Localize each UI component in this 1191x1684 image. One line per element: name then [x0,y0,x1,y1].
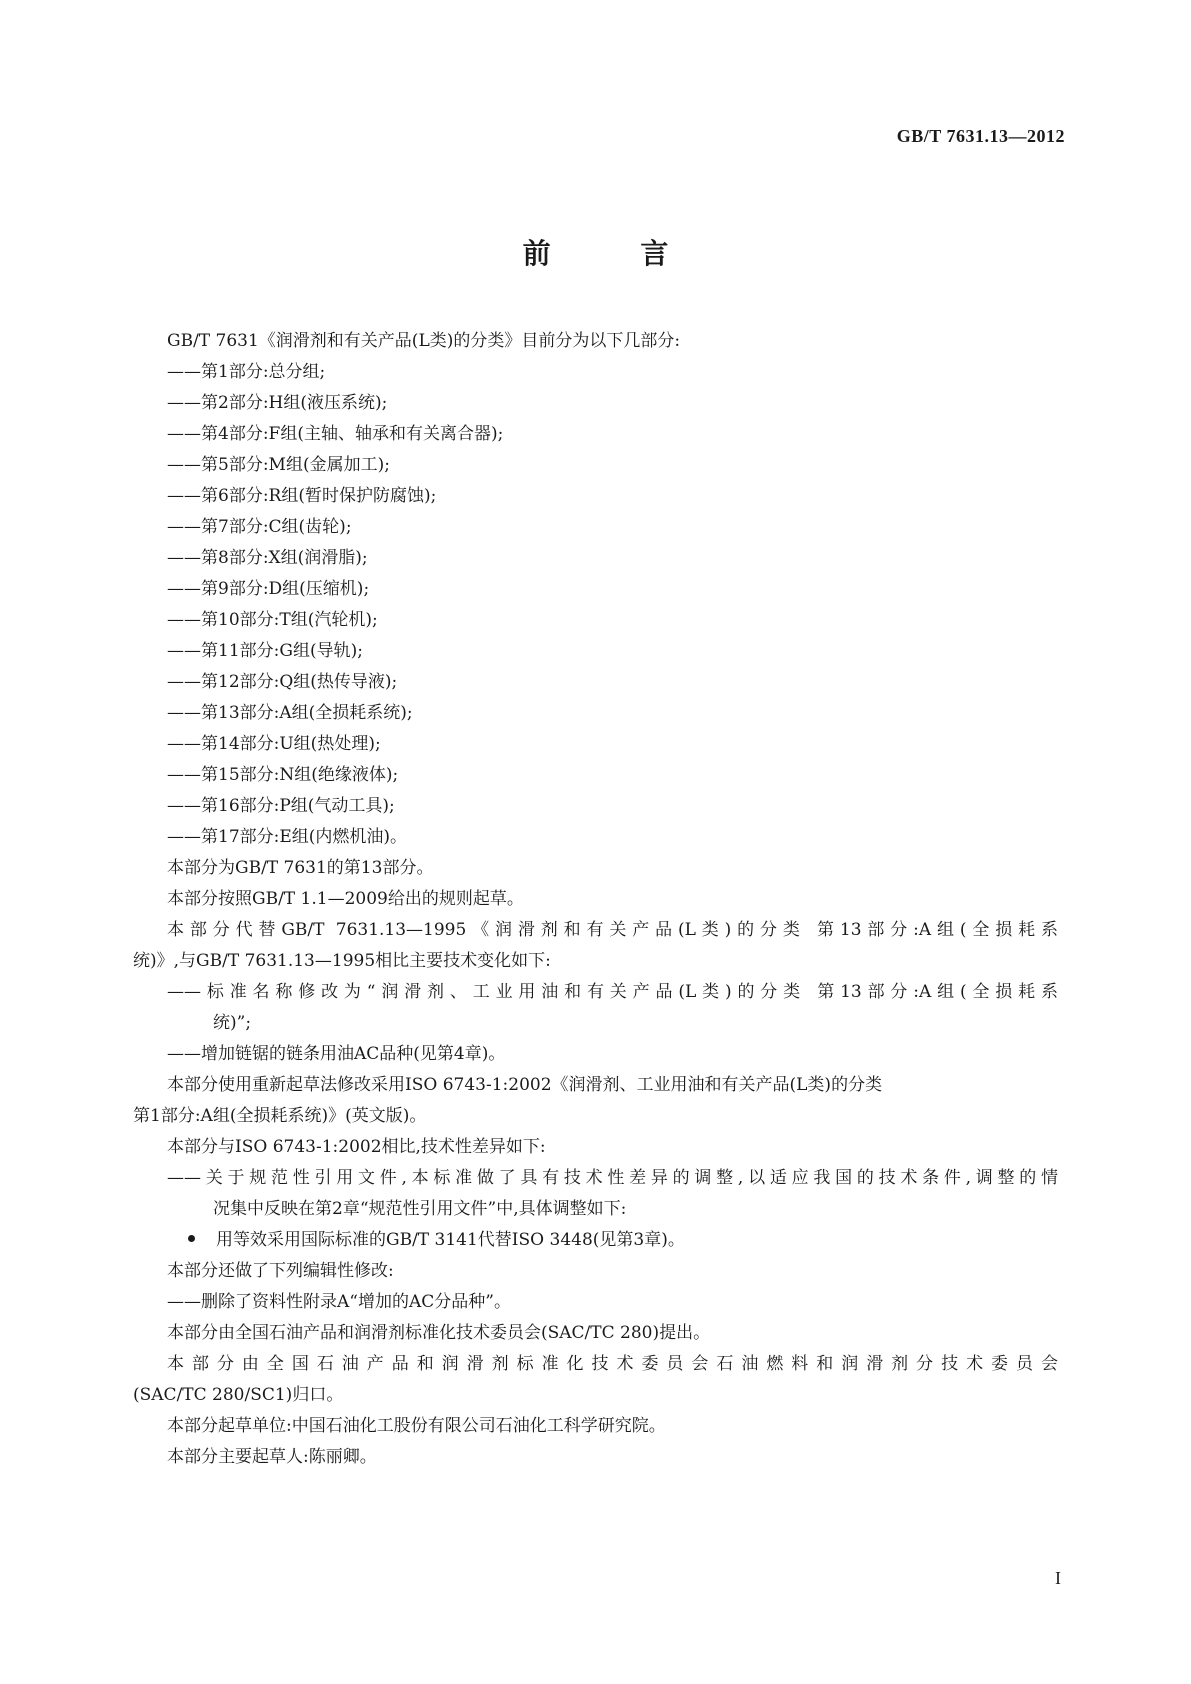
drafting-unit-paragraph: 本部分起草单位:中国石油化工股份有限公司石油化工科学研究院。 [167,1416,666,1436]
editorial-item-1: ——删除了资料性附录A“增加的AC分品种”。 [167,1292,511,1312]
foreword-body [133,326,1058,1473]
list-item: ——第10部分:T组(汽轮机); [167,610,378,630]
list-item: ——第11部分:G组(导轨); [167,641,363,661]
list-item: ——第14部分:U组(热处理); [167,734,381,754]
adoption-line-2: 第1部分:A组(全损耗系统)》(英文版)。 [133,1106,427,1126]
replaces-line-2: 统)》,与GB/T 7631.13—1995相比主要技术变化如下: [133,951,551,971]
centralized-paragraph [133,1349,1058,1411]
bullet-item-text: 用等效采用国际标准的GB/T 3141代替ISO 3448(见第3章)。 [216,1230,685,1250]
this-part-paragraph: 本部分为GB/T 7631的第13部分。 [167,858,434,878]
centralized-line-2: (SAC/TC 280/SC1)归口。 [133,1385,344,1405]
intro-paragraph: GB/T 7631《润滑剂和有关产品(L类)的分类》目前分为以下几部分: [167,331,681,351]
difference-item-1-line-2: 况集中反映在第2章“规范性引用文件”中,具体调整如下: [213,1199,627,1219]
list-item: ——第12部分:Q组(热传导液); [167,672,398,692]
difference-item-1 [133,1163,1058,1225]
list-item: ——第13部分:A组(全损耗系统); [167,703,413,723]
list-item: ——第4部分:F组(主轴、轴承和有关离合器); [167,424,504,444]
editorial-paragraph: 本部分还做了下列编辑性修改: [167,1261,394,1281]
list-item: ——第2部分:H组(液压系统); [167,393,388,413]
list-item: ——第6部分:R组(暂时保护防腐蚀); [167,486,437,506]
list-item: ——第16部分:P组(气动工具); [167,796,395,816]
page-title: 前 言 [522,237,709,270]
parts-list [133,357,1058,853]
proposed-by-paragraph: 本部分由全国石油产品和润滑剂标准化技术委员会(SAC/TC 280)提出。 [167,1323,711,1343]
replaces-line-1: 本部分代替GB/T 7631.13—1995《润滑剂和有关产品(L类)的分类 第13部分:A组(全损耗系 [167,920,1058,940]
bullet-item [133,1225,1058,1256]
change-item-1 [133,977,1058,1039]
list-item: ——第5部分:M组(金属加工); [167,455,390,475]
list-item: ——第8部分:X组(润滑脂); [167,548,368,568]
drafters-paragraph: 本部分主要起草人:陈丽卿。 [167,1447,377,1467]
difference-item-1-line-1: ——关于规范性引用文件,本标准做了具有技术性差异的调整,以适应我国的技术条件,调整的情 [167,1168,1058,1188]
change-item-1-line-2: 统)”; [213,1013,252,1033]
drafting-rules-paragraph: 本部分按照GB/T 1.1—2009给出的规则起草。 [167,889,524,909]
list-item: ——第9部分:D组(压缩机); [167,579,370,599]
list-item: ——第17部分:E组(内燃机油)。 [167,827,408,847]
differences-paragraph: 本部分与ISO 6743-1:2002相比,技术性差异如下: [167,1137,546,1157]
centralized-line-1: 本部分由全国石油产品和润滑剂标准化技术委员会石油燃料和润滑剂分技术委员会 [167,1354,1058,1374]
adoption-line-1: 本部分使用重新起草法修改采用ISO 6743-1:2002《润滑剂、工业用油和有关产品(L类)的分类 [167,1075,883,1095]
change-item-2: ——增加链锯的链条用油AC品种(见第4章)。 [167,1044,506,1064]
page-number: I [1055,1568,1061,1588]
list-item: ——第1部分:总分组; [167,362,326,382]
change-item-1-line-1: ——标准名称修改为“润滑剂、工业用油和有关产品(L类)的分类 第13部分:A组(全损耗系 [167,982,1058,1002]
adoption-paragraph [133,1070,1058,1132]
replaces-paragraph [133,915,1058,977]
standard-code: GB/T 7631.13—2012 [896,126,1065,146]
bullet-dot-icon [188,1235,195,1242]
list-item: ——第7部分:C组(齿轮); [167,517,352,537]
list-item: ——第15部分:N组(绝缘液体); [167,765,399,785]
